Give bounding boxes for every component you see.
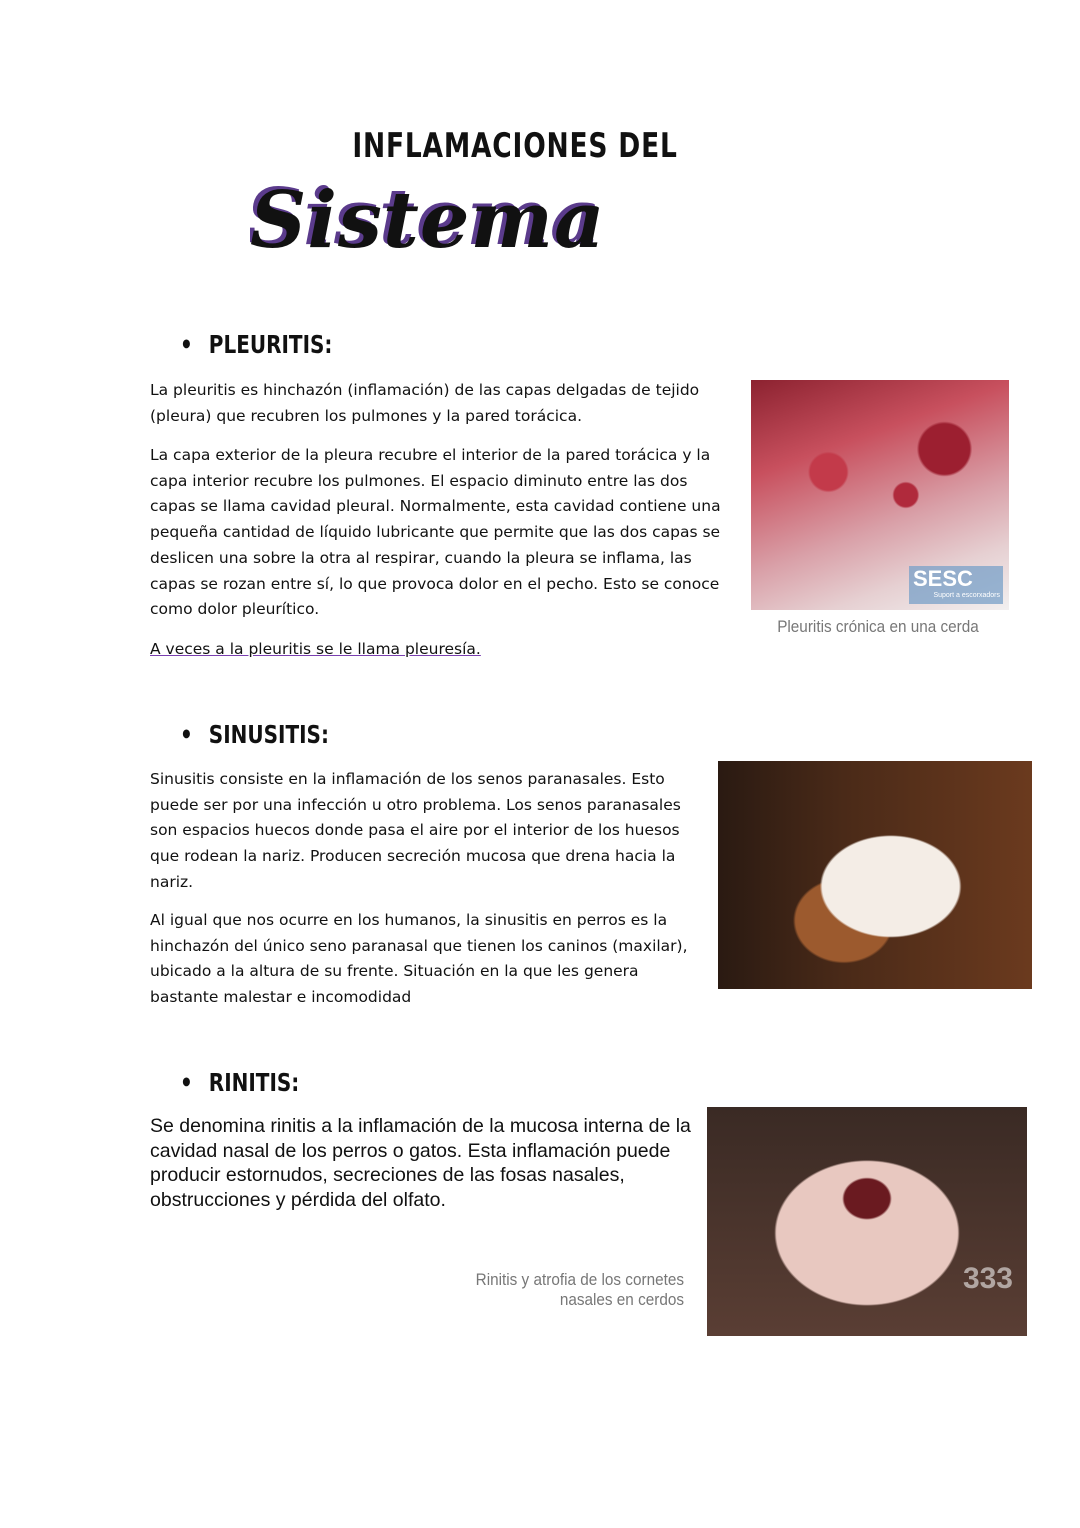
pleuritis-image [751,380,1009,610]
rinitis-caption [455,1270,684,1310]
pleuritis-paragraph-1: La pleuritis es hinchazón (inflamación) de las capas delgadas de tejido (pleura) que recubren los pulmones y la pared torácica. [150,381,700,425]
pleuritis-note-link[interactable]: A veces a la pleuritis se le llama pleuresía. [150,640,481,658]
image-watermark: 333 [962,1262,1013,1295]
heading-rinitis: • RINITIS: [180,1068,300,1097]
title-line-1: INFLAMACIONES DEL [352,126,678,166]
rinitis-pig-snout-image [707,1107,1027,1336]
pleuritis-paragraph-2: La capa exterior de la pleura recubre el interior de la pared torácica y la capa interior recubre los pulmones. El espacio diminuto entre las dos capas se llama cavidad pleural. Normalmente, esta cavidad contiene una pequeña cantidad de líquido lubricante que permite que las dos capas se deslicen una sobre la otra al respirar, cuando la pleura se inflama, las capas se rozan entre sí, lo que provoca dolor en el pecho. Esto se conoce como dolor pleurítico. [150,446,721,619]
caption-line-1: Rinitis y atrofia de los cornetes [475,1270,684,1289]
pleuritis-caption: Pleuritis crónica en una cerda [777,617,979,636]
title-line-2: Sistema [250,175,606,250]
sinusitis-dog-image [718,761,1032,989]
title-banner [250,170,790,250]
heading-text: RINITIS: [208,1068,300,1097]
heading-text: PLEURITIS: [208,330,333,359]
watermark-text: SESC [913,566,973,591]
sinusitis-paragraph-2: Al igual que nos ocurre en los humanos, la sinusitis en perros es la hinchazón del único seno paranasal que tienen los caninos (maxilar), ubicado a la altura de su frente. Situación en la que les genera bastante malestar e incomodidad [150,911,688,1007]
rinitis-paragraph-1: Se denomina rinitis a la inflamación de la mucosa interna de la cavidad nasal de los perros o gatos. Esta inflamación puede producir estornudos, secreciones de las fosas nasales, obstrucciones y pérdida del olfato. [150,1115,691,1211]
heading-text: SINUSITIS: [208,720,329,749]
image-watermark [909,566,1003,604]
caption-line-2: nasales en cerdos [559,1290,684,1309]
heading-sinusitis: • SINUSITIS: [180,720,329,749]
watermark-subtext: Suport a escorxadors [933,592,1000,599]
sinusitis-paragraph-1: Sinusitis consiste en la inflamación de los senos paranasales. Esto puede ser por una infección u otro problema. Los senos paranasales son espacios huecos donde pasa el aire por el interior de los huesos que rodean la nariz. Producen secreción mucosa que drena hacia la nariz. [150,770,681,891]
heading-pleuritis: • PLEURITIS: [180,330,333,359]
